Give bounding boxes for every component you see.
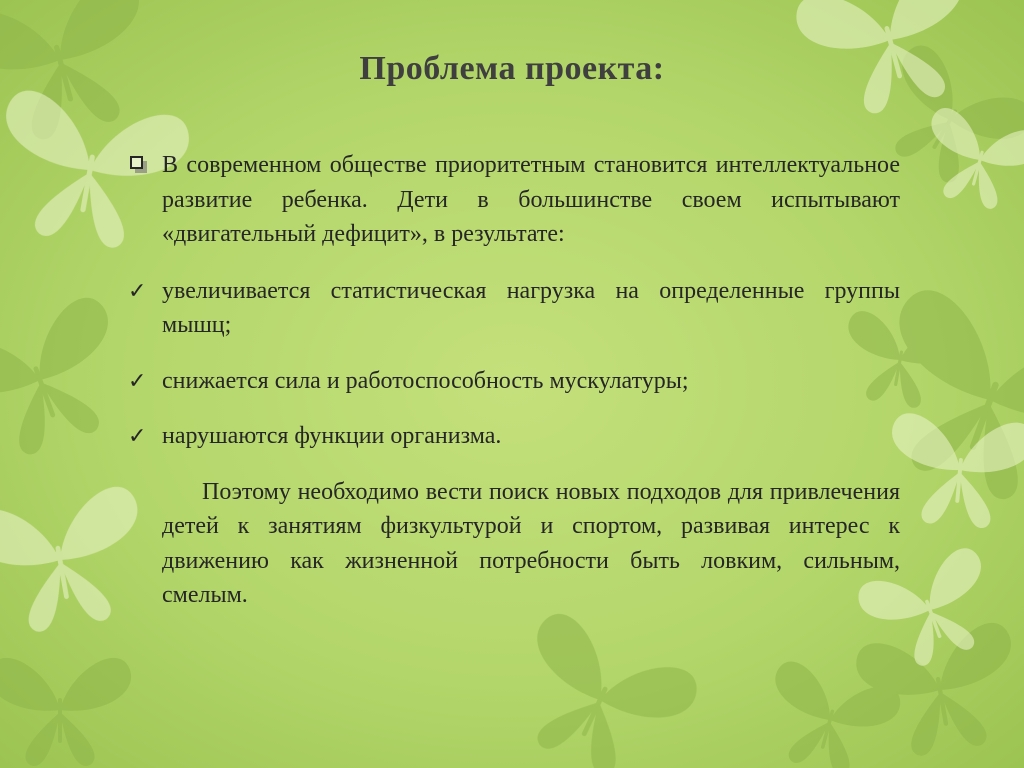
intro-text: В современном обществе приоритетным становится интеллектуальное развитие ребенка. Дети в большинстве своем испытывают «двигательный дефицит», в результате: bbox=[162, 152, 900, 247]
checkmark-icon: ✓ bbox=[128, 423, 147, 448]
list-item-text: снижается сила и работоспособность мускулатуры; bbox=[162, 367, 689, 394]
list-item bbox=[128, 419, 900, 454]
list-item bbox=[128, 364, 900, 399]
intro-item bbox=[128, 148, 900, 252]
conclusion-paragraph: Поэтому необходимо вести поиск новых подходов для привлечения детей к занятиям физкультурой и спортом, развивая интерес к движению как жизненной потребности быть ловким, сильным, смелым. bbox=[162, 478, 900, 608]
checkmark-icon: ✓ bbox=[128, 277, 147, 303]
list-item-text: увеличивается статистическая нагрузка на определенные группы мышц; bbox=[162, 277, 900, 338]
square-bullet-icon bbox=[130, 156, 143, 169]
slide-title: Проблема проекта: bbox=[359, 50, 665, 87]
list-item-text: нарушаются функции организма. bbox=[162, 423, 502, 449]
list-item bbox=[128, 274, 900, 343]
checkmark-icon: ✓ bbox=[128, 367, 147, 393]
slide-content bbox=[128, 148, 900, 613]
